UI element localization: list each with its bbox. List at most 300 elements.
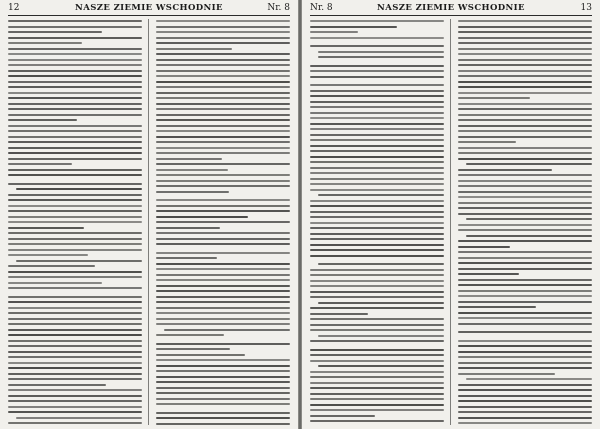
text-line — [458, 53, 592, 55]
text-line — [8, 103, 142, 105]
text-columns-left — [8, 19, 290, 425]
text-line — [8, 422, 142, 424]
text-line — [458, 406, 592, 408]
text-line — [458, 180, 592, 182]
text-line — [458, 395, 592, 397]
page-number: 12 — [8, 3, 20, 13]
text-column — [458, 19, 592, 425]
text-line — [8, 351, 142, 353]
text-line — [8, 216, 142, 218]
text-line — [310, 274, 444, 276]
text-line — [458, 64, 592, 66]
text-line — [8, 31, 102, 33]
text-line — [8, 42, 82, 44]
text-line — [156, 423, 290, 425]
text-line — [156, 48, 232, 50]
text-line — [458, 317, 592, 319]
text-line — [8, 373, 142, 375]
text-line — [310, 183, 444, 185]
text-line — [310, 216, 444, 218]
text-line — [458, 196, 592, 198]
text-line — [458, 86, 592, 88]
text-line — [466, 218, 592, 220]
text-line — [310, 354, 444, 356]
text-line — [310, 20, 444, 22]
text-line — [156, 130, 290, 132]
text-line — [458, 147, 592, 149]
text-line — [458, 97, 530, 99]
text-line — [8, 163, 72, 165]
text-line — [8, 26, 142, 28]
text-line — [310, 409, 444, 411]
text-line — [8, 199, 142, 201]
text-line — [310, 134, 444, 136]
text-line — [8, 271, 142, 273]
text-line — [458, 312, 592, 314]
text-line — [156, 191, 229, 193]
text-line — [156, 20, 290, 22]
text-line — [458, 81, 592, 83]
text-line — [164, 329, 290, 331]
text-line — [458, 59, 592, 61]
text-line — [458, 108, 592, 110]
text-line — [458, 119, 592, 121]
text-line — [156, 274, 290, 276]
text-line — [310, 128, 444, 130]
text-line — [8, 340, 142, 342]
text-line — [458, 362, 592, 364]
text-line — [310, 415, 375, 417]
text-line — [8, 194, 142, 196]
text-line — [8, 183, 142, 185]
text-line — [458, 224, 592, 226]
text-line — [8, 152, 142, 154]
text-line — [8, 64, 142, 66]
text-line — [318, 56, 444, 58]
text-line — [458, 169, 552, 171]
text-column — [8, 19, 142, 425]
text-line — [156, 180, 290, 182]
text-line — [458, 301, 592, 303]
text-line — [16, 417, 142, 419]
text-line — [458, 174, 592, 176]
text-line — [8, 48, 142, 50]
text-line — [8, 345, 142, 347]
text-line — [8, 108, 142, 110]
text-line — [8, 232, 142, 234]
text-line — [156, 108, 290, 110]
text-line — [458, 284, 592, 286]
text-line — [310, 398, 444, 400]
text-line — [156, 221, 290, 223]
text-line — [8, 265, 95, 267]
text-line — [156, 103, 290, 105]
text-line — [8, 238, 142, 240]
text-line — [8, 210, 142, 212]
text-line — [156, 403, 290, 405]
text-line — [156, 64, 290, 66]
text-line — [156, 59, 290, 61]
text-line — [310, 349, 444, 351]
text-line — [310, 255, 444, 257]
text-line — [156, 26, 290, 28]
text-line — [458, 92, 592, 94]
text-line — [458, 295, 592, 297]
page-header-right — [310, 2, 592, 16]
text-line — [156, 268, 290, 270]
text-line — [310, 244, 444, 246]
text-line — [310, 382, 444, 384]
page-number: 13 — [580, 3, 592, 13]
text-line — [156, 381, 290, 383]
issue-number: Nr. 8 — [267, 3, 290, 13]
text-line — [458, 37, 592, 39]
page-right — [302, 0, 600, 429]
text-line — [458, 246, 510, 248]
text-line — [8, 329, 142, 331]
text-line — [458, 323, 592, 325]
text-line — [310, 112, 444, 114]
text-line — [8, 119, 77, 121]
text-line — [156, 348, 230, 350]
text-line — [156, 354, 245, 356]
text-line — [156, 279, 290, 281]
text-line — [310, 76, 444, 78]
text-line — [156, 216, 248, 218]
text-line — [310, 329, 444, 331]
text-line — [8, 20, 142, 22]
text-line — [458, 130, 592, 132]
text-line — [310, 161, 444, 163]
text-line — [156, 334, 224, 336]
text-line — [156, 257, 217, 259]
text-line — [310, 156, 444, 158]
text-line — [310, 291, 444, 293]
text-line — [458, 185, 592, 187]
text-line — [310, 31, 358, 33]
text-line — [310, 37, 444, 39]
text-line — [156, 70, 290, 72]
text-line — [8, 406, 142, 408]
text-line — [8, 301, 142, 303]
text-line — [156, 323, 290, 325]
text-line — [458, 202, 592, 204]
text-line — [318, 194, 444, 196]
text-line — [156, 169, 228, 171]
text-line — [156, 376, 290, 378]
text-line — [16, 188, 142, 190]
text-line — [8, 307, 142, 309]
text-line — [458, 351, 592, 353]
text-line — [458, 125, 592, 127]
text-line — [458, 213, 592, 215]
text-line — [458, 191, 592, 193]
text-line — [156, 238, 290, 240]
text-line — [8, 158, 142, 160]
page-header-left — [8, 2, 290, 16]
text-line — [310, 371, 444, 373]
text-line — [458, 290, 592, 292]
text-line — [310, 70, 444, 72]
text-line — [466, 378, 592, 380]
text-line — [156, 343, 290, 345]
text-line — [318, 365, 444, 367]
text-line — [458, 273, 519, 275]
publication-title: NASZE ZIEMIE WSCHODNIE — [75, 3, 223, 13]
text-line — [458, 367, 592, 369]
text-line — [310, 376, 444, 378]
text-line — [156, 147, 290, 149]
text-line — [310, 26, 397, 28]
text-line — [156, 398, 290, 400]
text-line — [8, 174, 142, 176]
text-line — [8, 312, 142, 314]
text-line — [458, 240, 592, 242]
text-line — [458, 384, 592, 386]
text-line — [156, 387, 290, 389]
text-line — [458, 152, 592, 154]
text-line — [310, 393, 444, 395]
text-line — [458, 268, 592, 270]
text-line — [156, 158, 222, 160]
text-line — [156, 301, 290, 303]
text-line — [8, 378, 142, 380]
text-line — [458, 31, 592, 33]
text-line — [310, 117, 444, 119]
text-line — [8, 318, 142, 320]
text-line — [156, 152, 290, 154]
text-line — [8, 53, 142, 55]
text-line — [156, 392, 290, 394]
text-line — [156, 318, 290, 320]
text-line — [156, 296, 290, 298]
publication-title: NASZE ZIEMIE WSCHODNIE — [377, 3, 525, 13]
text-line — [310, 101, 444, 103]
text-line — [8, 114, 142, 116]
text-line — [156, 312, 290, 314]
text-line — [458, 70, 592, 72]
text-line — [156, 205, 290, 207]
text-line — [310, 84, 444, 86]
text-line — [318, 335, 444, 337]
text-line — [156, 125, 290, 127]
text-line — [156, 92, 290, 94]
text-line — [156, 199, 290, 201]
text-line — [8, 147, 142, 149]
text-line — [458, 48, 592, 50]
text-line — [156, 417, 290, 419]
text-line — [8, 282, 102, 284]
text-line — [458, 373, 555, 375]
text-line — [8, 367, 142, 369]
text-line — [458, 356, 592, 358]
text-line — [8, 384, 106, 386]
text-line — [156, 412, 290, 414]
text-line — [8, 75, 142, 77]
text-line — [458, 262, 592, 264]
text-line — [8, 395, 142, 397]
text-line — [458, 306, 536, 308]
text-line — [310, 324, 444, 326]
text-line — [310, 238, 444, 240]
text-line — [8, 70, 142, 72]
text-line — [156, 42, 290, 44]
text-line — [156, 185, 290, 187]
text-line — [318, 263, 444, 265]
text-line — [458, 279, 592, 281]
text-line — [310, 313, 368, 315]
text-line — [310, 227, 444, 229]
text-line — [8, 92, 142, 94]
text-line — [458, 417, 592, 419]
text-line — [310, 222, 444, 224]
text-line — [310, 318, 444, 320]
issue-number: Nr. 8 — [310, 3, 333, 13]
text-column — [310, 19, 444, 425]
text-line — [310, 178, 444, 180]
text-line — [8, 362, 142, 364]
text-line — [8, 276, 142, 278]
text-line — [458, 389, 592, 391]
text-line — [8, 169, 142, 171]
text-line — [458, 257, 592, 259]
text-line — [458, 340, 592, 342]
text-line — [458, 207, 592, 209]
text-line — [156, 53, 290, 55]
text-line — [156, 174, 290, 176]
text-line — [16, 260, 142, 262]
column-rule — [148, 19, 149, 425]
text-line — [156, 75, 290, 77]
text-line — [458, 345, 592, 347]
text-line — [156, 243, 290, 245]
text-line — [8, 97, 142, 99]
text-line — [8, 205, 142, 207]
text-line — [310, 360, 444, 362]
text-line — [310, 249, 444, 251]
text-line — [156, 227, 220, 229]
text-line — [8, 323, 142, 325]
text-line — [458, 114, 592, 116]
text-line — [458, 136, 592, 138]
text-line — [310, 139, 444, 141]
text-line — [458, 331, 592, 333]
page-left — [0, 0, 298, 429]
text-line — [156, 365, 290, 367]
text-columns-right — [310, 19, 592, 425]
text-line — [310, 189, 444, 191]
text-line — [156, 31, 290, 33]
text-line — [458, 411, 592, 413]
text-line — [156, 210, 290, 212]
text-line — [458, 251, 592, 253]
text-line — [156, 86, 290, 88]
text-line — [8, 125, 142, 127]
text-line — [318, 302, 444, 304]
text-line — [156, 370, 290, 372]
text-line — [310, 211, 444, 213]
text-line — [8, 287, 142, 289]
text-line — [458, 422, 592, 424]
text-line — [156, 285, 290, 287]
text-line — [8, 249, 142, 251]
text-line — [8, 356, 142, 358]
text-line — [156, 141, 290, 143]
text-line — [8, 296, 142, 298]
text-line — [156, 37, 290, 39]
text-line — [8, 221, 142, 223]
text-line — [310, 233, 444, 235]
text-line — [310, 123, 444, 125]
text-line — [8, 86, 142, 88]
text-line — [8, 400, 142, 402]
text-line — [310, 387, 444, 389]
text-line — [458, 400, 592, 402]
text-line — [310, 172, 444, 174]
text-line — [310, 205, 444, 207]
text-line — [8, 243, 142, 245]
text-line — [156, 97, 290, 99]
text-line — [310, 106, 444, 108]
text-line — [310, 145, 444, 147]
text-line — [458, 42, 592, 44]
text-line — [310, 167, 444, 169]
text-line — [156, 307, 290, 309]
text-line — [310, 340, 444, 342]
text-line — [8, 389, 142, 391]
text-line — [156, 136, 290, 138]
text-line — [8, 136, 142, 138]
text-line — [310, 95, 444, 97]
text-line — [8, 59, 142, 61]
text-line — [466, 235, 592, 237]
text-line — [458, 229, 592, 231]
text-line — [8, 37, 142, 39]
text-line — [156, 114, 290, 116]
text-line — [8, 81, 142, 83]
text-line — [310, 280, 444, 282]
text-line — [310, 404, 444, 406]
text-line — [310, 420, 444, 422]
text-line — [318, 51, 444, 53]
text-line — [466, 163, 592, 165]
text-line — [156, 232, 290, 234]
text-line — [310, 150, 444, 152]
text-line — [156, 263, 290, 265]
text-line — [310, 45, 444, 47]
text-line — [156, 359, 290, 361]
text-line — [8, 227, 84, 229]
text-line — [310, 296, 444, 298]
text-line — [156, 119, 290, 121]
text-line — [310, 65, 444, 67]
text-line — [458, 158, 592, 160]
text-line — [310, 200, 444, 202]
text-line — [156, 81, 290, 83]
text-line — [310, 307, 444, 309]
text-line — [458, 20, 592, 22]
column-rule — [450, 19, 451, 425]
text-line — [8, 254, 88, 256]
text-line — [8, 411, 142, 413]
text-line — [310, 269, 444, 271]
text-line — [310, 285, 444, 287]
text-line — [8, 334, 142, 336]
text-column — [156, 19, 290, 425]
text-line — [458, 103, 592, 105]
text-line — [8, 130, 142, 132]
text-line — [156, 163, 290, 165]
